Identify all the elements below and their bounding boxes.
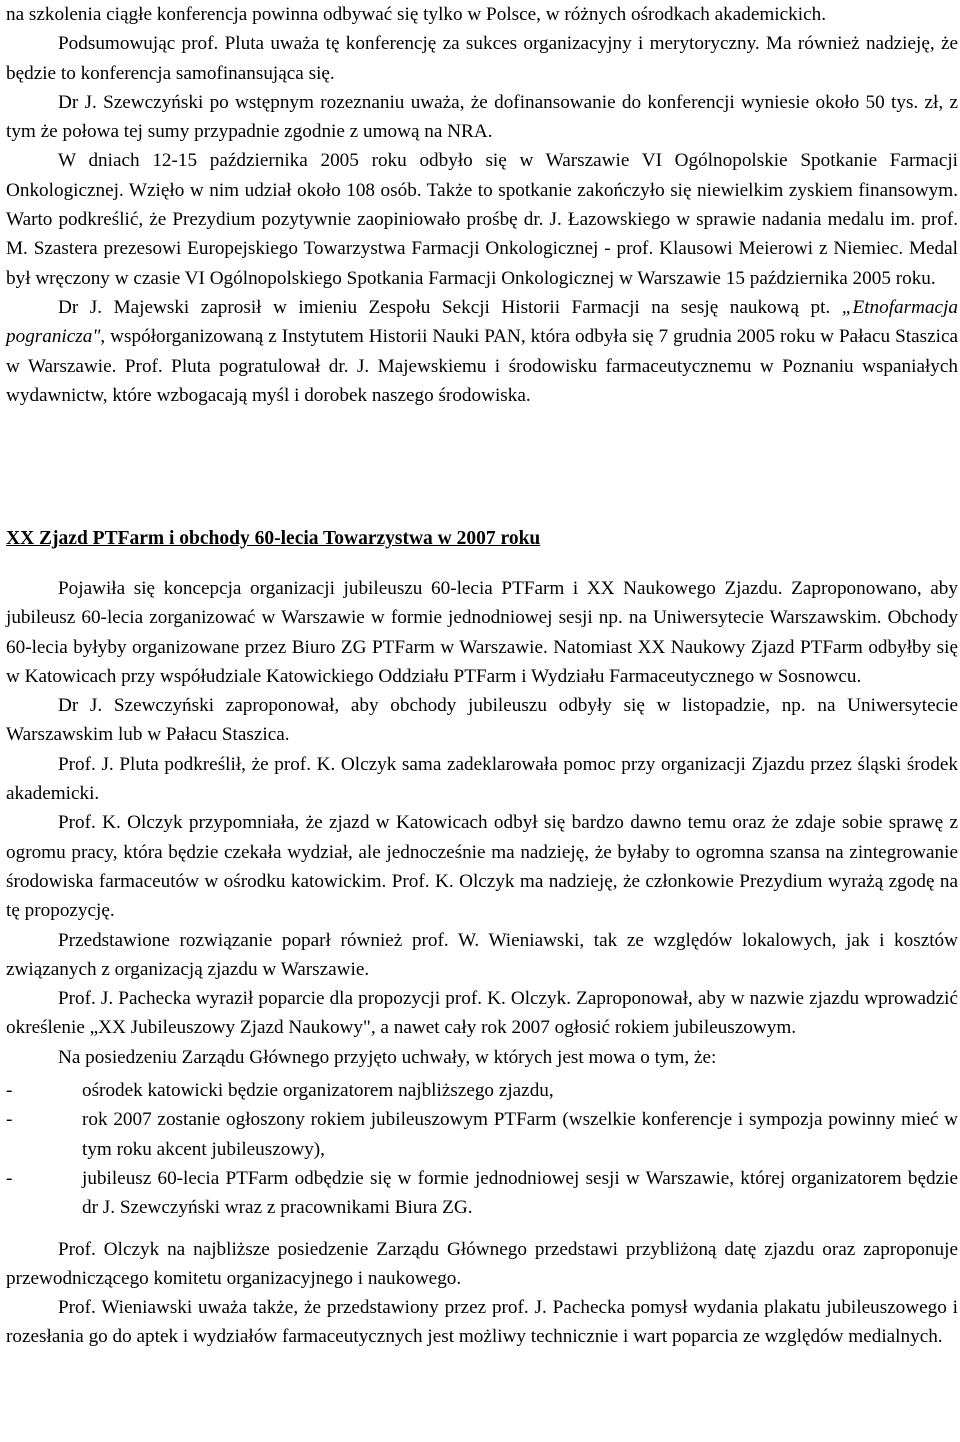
paragraph-text: Dr J. Majewski zaprosił w imieniu Zespołu Sekcji Historii Farmacji na sesję naukową pt. (58, 296, 842, 318)
paragraph: Prof. Wieniawski uważa także, że przedstawiony przez prof. J. Pachecka pomysł wydania plakatu jubileuszowego i rozesłania go do aptek i wydziałów farmaceutycznych jest możliwy technicznie i wart poparcia ze względów medialnych. (6, 1297, 958, 1348)
list-marker: - (6, 1080, 13, 1102)
list-item-text: rok 2007 zostanie ogłoszony rokiem jubileuszowym PTFarm (wszelkie konferencje i sympozja powinny mieć w tym roku akcent jubileuszowy), (82, 1109, 958, 1160)
section-two (6, 574, 958, 1352)
paragraph: Dr J. Szewczyński zaproponował, aby obchody jubileuszu odbyły się w listopadzie, np. na Uniwersytecie Warszawskim lub w Pałacu Staszica. (6, 695, 958, 746)
paragraph: Prof. Olczyk na najbliższe posiedzenie Zarządu Głównego przedstawi przybliżoną datę zjazdu oraz zaproponuje przewodniczącego komitetu organizacyjnego i naukowego. (6, 1238, 958, 1289)
list-item (6, 1076, 958, 1105)
paragraph: Prof. J. Pachecka wyraził poparcie dla propozycji prof. K. Olczyk. Zaproponował, aby w nazwie zjazdu wprowadzić określenie „XX Jubileuszowy Zjazd Naukowy", a nawet cały rok 2007 ogłosić rokiem jubileuszowym. (6, 988, 958, 1039)
session-title: „Etnofarmacja pogranicza" (6, 296, 958, 348)
section-heading: XX Zjazd PTFarm i obchody 60-lecia Towarzystwa w 2007 roku (6, 528, 541, 549)
paragraph: Dr J. Szewczyński po wstępnym rozeznaniu uważa, że dofinansowanie do konferencji wyniesie około 50 tys. zł, z tym że połowa tej sumy przypadnie zgodnie z umową na NRA. (6, 91, 958, 143)
paragraph: Prof. J. Pluta podkreślił, że prof. K. Olczyk sama zadeklarowała pomoc przy organizacji Zjazdu przez śląski środek akademicki. (6, 753, 958, 805)
paragraph: Podsumowując prof. Pluta uważa tę konferencję za sukces organizacyjny i merytoryczny. Ma również nadzieję, że będzie to konferencja samofinansująca się. (6, 33, 958, 84)
paragraph: Na posiedzeniu Zarządu Głównego przyjęto uchwały, w których jest mowa o tym, że: (58, 1046, 717, 1068)
paragraph: Przedstawione rozwiązanie poparł również prof. W. Wieniawski, tak ze względów lokalowych, jak i kosztów związanych z organizacją zjazdu w Warszawie. (6, 929, 958, 980)
list-item-text: ośrodek katowicki będzie organizatorem najbliższego zjazdu, (82, 1080, 554, 1102)
list-item-text: jubileusz 60-lecia PTFarm odbędzie się w formie jednodniowej sesji w Warszawie, której organizatorem będzie dr J. Szewczyński wraz z pracownikami Biura ZG. (82, 1167, 958, 1219)
resolutions-list (6, 1076, 958, 1222)
list-marker: - (6, 1109, 13, 1131)
section-one (6, 0, 958, 410)
list-item (6, 1164, 958, 1223)
spacer (6, 1223, 958, 1235)
paragraph: na szkolenia ciągłe konferencja powinna odbywać się tylko w Polsce, w różnych ośrodkach akademickich. (6, 4, 826, 25)
paragraph-text: , współorganizowaną z Instytutem Historii Nauki PAN, która odbyła się 7 grudnia 2005 roku w Pałacu Staszica w Warszawie. Prof. Pluta pogratulował dr. J. Majewskiemu i środowisku farmaceutycznemu w Poznaniu wspaniałych wydawnictw, które wzbogacają myśl i dorobek naszego środowiska. (6, 326, 958, 406)
paragraph: W dniach 12-15 października 2005 roku odbyło się w Warszawie VI Ogólnopolskie Spotkanie Farmacji Onkologicznej. Wzięło w nim udział około 108 osób. Także to spotkanie zakończyło się niewielkim zyskiem finansowym. Warto podkreślić, że Prezydium pozytywnie zaopiniowało prośbę dr. J. Łazowskiego w sprawie nadania medalu im. prof. M. Szastera prezesowi Europejskiego Towarzystwa Farmacji Onkologicznej - prof. Klausowi Meierowi z Niemiec. Medal był wręczony w czasie VI Ogólnopolskiego Spotkania Farmacji Onkologicznej w Warszawie 15 października 2005 roku. (6, 150, 958, 289)
paragraph: Pojawiła się koncepcja organizacji jubileuszu 60-lecia PTFarm i XX Naukowego Zjazdu. Zaproponowano, aby jubileusz 60-lecia zorganizować w Warszawie w formie jednodniowej sesji np. na Uniwersytecie Warszawskim. Obchody 60-lecia byłyby organizowane przez Biuro ZG PTFarm w Warszawie. Natomiast XX Naukowy Zjazd PTFarm odbyłby się w Katowicach przy współudziale Katowickiego Oddziału PTFarm i Wydziału Farmaceutycznego w Sosnowcu. (6, 578, 958, 687)
list-marker: - (6, 1167, 13, 1189)
paragraph: Prof. K. Olczyk przypomniała, że zjazd w Katowicach odbył się bardzo dawno temu oraz że zdaje sobie sprawę z ogromu pracy, która będzie czekała wydział, ale jednocześnie ma nadzieję, że byłaby to ogromna szansa na zintegrowanie środowiska farmaceutów w ośrodku katowickim. Prof. K. Olczyk ma nadzieję, że członkowie Prezydium wyrażą zgodę na tę propozycję. (6, 812, 958, 922)
list-item (6, 1105, 958, 1164)
paragraph (6, 293, 958, 410)
